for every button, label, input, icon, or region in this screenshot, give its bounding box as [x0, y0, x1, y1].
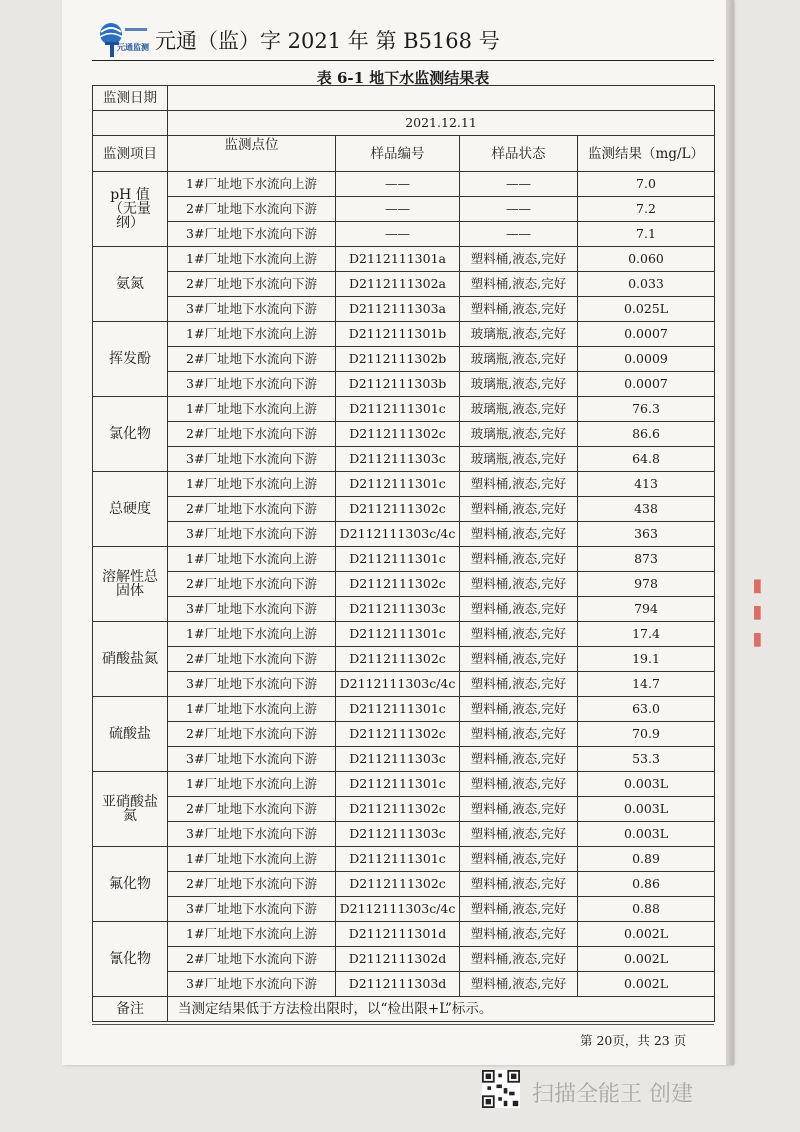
- page-edge-shadow: [726, 0, 734, 1065]
- sample-state: 塑料桶,液态,完好: [460, 872, 578, 897]
- result-value: 0.0009: [578, 347, 715, 372]
- sample-state: 塑料桶,液态,完好: [460, 747, 578, 772]
- sample-id: D2112111302c: [336, 872, 460, 897]
- table-row: [93, 972, 715, 997]
- result-value: 76.3: [578, 397, 715, 422]
- scanner-watermark: 扫描全能王 创建: [532, 1082, 693, 1107]
- table-row: [93, 347, 715, 372]
- monitoring-site: 2#厂址地下水流向下游: [168, 572, 336, 597]
- sample-id: D2112111302d: [336, 947, 460, 972]
- result-value: 363: [578, 522, 715, 547]
- monitoring-site: 3#厂址地下水流向下游: [168, 522, 336, 547]
- monitoring-site: 3#厂址地下水流向下游: [168, 447, 336, 472]
- table-row: [93, 822, 715, 847]
- monitoring-site: 2#厂址地下水流向下游: [168, 347, 336, 372]
- sample-id: D2112111301c: [336, 622, 460, 647]
- parameter-name: 亚硝酸盐氮: [93, 772, 168, 847]
- result-value: 86.6: [578, 422, 715, 447]
- sample-state: 塑料桶,液态,完好: [460, 597, 578, 622]
- sample-state: 塑料桶,液态,完好: [460, 922, 578, 947]
- monitoring-site: 2#厂址地下水流向下游: [168, 197, 336, 222]
- company-logo-icon: [95, 20, 151, 60]
- table-row: [93, 797, 715, 822]
- table-row: [93, 297, 715, 322]
- result-value: 873: [578, 547, 715, 572]
- sample-state: 塑料桶,液态,完好: [460, 572, 578, 597]
- date-label: 监测日期: [93, 86, 168, 111]
- column-header-sample-state: 样品状态: [460, 136, 578, 172]
- sample-state: 塑料桶,液态,完好: [460, 772, 578, 797]
- result-value: 0.002L: [578, 972, 715, 997]
- sample-id: D2112111301c: [336, 547, 460, 572]
- sample-id: D2112111303c: [336, 597, 460, 622]
- table-row: [93, 322, 715, 347]
- sample-state: 塑料桶,液态,完好: [460, 297, 578, 322]
- sample-id: D2112111303c/4c: [336, 897, 460, 922]
- table-row: [93, 922, 715, 947]
- sample-state: 塑料桶,液态,完好: [460, 797, 578, 822]
- table-row: [93, 897, 715, 922]
- sample-state: ——: [460, 222, 578, 247]
- monitoring-site: 1#厂址地下水流向上游: [168, 847, 336, 872]
- sample-state: 玻璃瓶,液态,完好: [460, 347, 578, 372]
- result-value: 0.060: [578, 247, 715, 272]
- table-row: [93, 622, 715, 647]
- table-row: [93, 397, 715, 422]
- sample-id: D2112111301c: [336, 847, 460, 872]
- result-value: 0.025L: [578, 297, 715, 322]
- monitoring-site: 1#厂址地下水流向上游: [168, 547, 336, 572]
- table-row: [93, 947, 715, 972]
- monitoring-site: 2#厂址地下水流向下游: [168, 497, 336, 522]
- sample-id: D2112111303c: [336, 447, 460, 472]
- note-label: 备注: [93, 997, 168, 1022]
- result-value: 0.002L: [578, 947, 715, 972]
- table-row: [93, 597, 715, 622]
- result-value: 0.0007: [578, 372, 715, 397]
- table-row: [93, 522, 715, 547]
- parameter-name: 溶解性总固体: [93, 547, 168, 622]
- table-row: [93, 647, 715, 672]
- sample-id: D2112111301c: [336, 772, 460, 797]
- parameter-name: 氰化物: [93, 922, 168, 997]
- sample-state: 玻璃瓶,液态,完好: [460, 322, 578, 347]
- sample-id: ——: [336, 172, 460, 197]
- monitoring-site: 3#厂址地下水流向下游: [168, 672, 336, 697]
- parameter-name: 氯化物: [93, 397, 168, 472]
- table-row: [93, 547, 715, 572]
- sample-id: D2112111303b: [336, 372, 460, 397]
- result-value: 0.033: [578, 272, 715, 297]
- table-row: [93, 722, 715, 747]
- monitoring-site: 1#厂址地下水流向上游: [168, 772, 336, 797]
- report-number: 元通（监）字 2021 年 第 B5168 号: [155, 29, 500, 53]
- monitoring-site: 1#厂址地下水流向上游: [168, 247, 336, 272]
- result-value: 64.8: [578, 447, 715, 472]
- monitoring-site: 1#厂址地下水流向上游: [168, 322, 336, 347]
- column-header-sample-id: 样品编号: [336, 136, 460, 172]
- table-row: [93, 497, 715, 522]
- sample-id: D2112111302c: [336, 797, 460, 822]
- sample-state: 塑料桶,液态,完好: [460, 647, 578, 672]
- result-value: 63.0: [578, 697, 715, 722]
- footer-divider: [92, 1024, 714, 1025]
- table-row: [93, 672, 715, 697]
- result-value: 53.3: [578, 747, 715, 772]
- monitoring-site: 1#厂址地下水流向上游: [168, 397, 336, 422]
- parameter-name: 硝酸盐氮: [93, 622, 168, 697]
- column-header-row: [93, 136, 715, 172]
- sample-id: D2112111301c: [336, 472, 460, 497]
- monitoring-site: 2#厂址地下水流向下游: [168, 947, 336, 972]
- monitoring-site: 3#厂址地下水流向下游: [168, 822, 336, 847]
- sample-id: D2112111303c/4c: [336, 672, 460, 697]
- table-row: [93, 472, 715, 497]
- result-value: 438: [578, 497, 715, 522]
- results-table-container: [92, 85, 714, 1022]
- monitoring-site: 1#厂址地下水流向上游: [168, 172, 336, 197]
- sample-state: 塑料桶,液态,完好: [460, 822, 578, 847]
- monitoring-site: 3#厂址地下水流向下游: [168, 597, 336, 622]
- parameter-name: 氟化物: [93, 847, 168, 922]
- sample-id: D2112111301a: [336, 247, 460, 272]
- parameter-name: 氨氮: [93, 247, 168, 322]
- table-row: [93, 747, 715, 772]
- result-value: 0.88: [578, 897, 715, 922]
- result-value: 7.0: [578, 172, 715, 197]
- monitoring-site: 3#厂址地下水流向下游: [168, 297, 336, 322]
- table-row: [93, 372, 715, 397]
- table-row: [93, 872, 715, 897]
- sample-state: 塑料桶,液态,完好: [460, 947, 578, 972]
- table-row: [93, 422, 715, 447]
- monitoring-site: 3#厂址地下水流向下游: [168, 897, 336, 922]
- sample-state: 塑料桶,液态,完好: [460, 622, 578, 647]
- result-value: 0.003L: [578, 797, 715, 822]
- monitoring-site: 3#厂址地下水流向下游: [168, 747, 336, 772]
- result-value: 14.7: [578, 672, 715, 697]
- sample-id: D2112111302c: [336, 572, 460, 597]
- monitoring-site: 1#厂址地下水流向上游: [168, 697, 336, 722]
- monitoring-site: 1#厂址地下水流向上游: [168, 622, 336, 647]
- sample-state: 玻璃瓶,液态,完好: [460, 422, 578, 447]
- note-row: [93, 997, 715, 1022]
- sample-state: 玻璃瓶,液态,完好: [460, 372, 578, 397]
- sample-state: 塑料桶,液态,完好: [460, 697, 578, 722]
- sample-state: 塑料桶,液态,完好: [460, 972, 578, 997]
- sample-id: ——: [336, 197, 460, 222]
- monitoring-site: 2#厂址地下水流向下游: [168, 722, 336, 747]
- monitoring-site: 3#厂址地下水流向下游: [168, 222, 336, 247]
- report-header: [95, 18, 715, 60]
- result-value: 70.9: [578, 722, 715, 747]
- sample-state: 玻璃瓶,液态,完好: [460, 397, 578, 422]
- table-row: [93, 572, 715, 597]
- table-row: [93, 847, 715, 872]
- red-stamp-fragment: ▮ ▮ ▮: [747, 575, 768, 650]
- sample-state: 玻璃瓶,液态,完好: [460, 447, 578, 472]
- result-value: 19.1: [578, 647, 715, 672]
- sample-id: D2112111303a: [336, 297, 460, 322]
- sample-id: D2112111302c: [336, 722, 460, 747]
- sample-id: D2112111302a: [336, 272, 460, 297]
- result-value: 0.002L: [578, 922, 715, 947]
- result-value: 0.86: [578, 872, 715, 897]
- sample-state: 塑料桶,液态,完好: [460, 272, 578, 297]
- parameter-name: 总硬度: [93, 472, 168, 547]
- monitoring-site: 2#厂址地下水流向下游: [168, 422, 336, 447]
- monitoring-site: 2#厂址地下水流向下游: [168, 647, 336, 672]
- result-value: 0.0007: [578, 322, 715, 347]
- table-row: [93, 222, 715, 247]
- date-value-row: [93, 111, 715, 136]
- monitoring-site: 1#厂址地下水流向上游: [168, 922, 336, 947]
- sample-id: ——: [336, 222, 460, 247]
- page-number: 第 20页，共 23 页: [580, 1033, 687, 1048]
- sample-id: D2112111301b: [336, 322, 460, 347]
- sample-id: D2112111301c: [336, 697, 460, 722]
- parameter-name: 硫酸盐: [93, 697, 168, 772]
- sample-id: D2112111303c: [336, 822, 460, 847]
- sample-state: ——: [460, 197, 578, 222]
- table-row: [93, 172, 715, 197]
- table-title: 表 6-1 地下水监测结果表: [316, 69, 490, 87]
- item-label: 监测项目: [93, 136, 168, 172]
- result-value: 0.003L: [578, 822, 715, 847]
- sample-id: D2112111303c: [336, 747, 460, 772]
- sample-id: D2112111302c: [336, 497, 460, 522]
- date-row: [93, 86, 715, 111]
- sample-state: 塑料桶,液态,完好: [460, 897, 578, 922]
- sample-id: D2112111301d: [336, 922, 460, 947]
- sample-state: 塑料桶,液态,完好: [460, 522, 578, 547]
- sample-id: D2112111303c/4c: [336, 522, 460, 547]
- result-value: 978: [578, 572, 715, 597]
- monitoring-site: 3#厂址地下水流向下游: [168, 972, 336, 997]
- sample-state: 塑料桶,液态,完好: [460, 497, 578, 522]
- result-value: 794: [578, 597, 715, 622]
- sample-state: 塑料桶,液态,完好: [460, 847, 578, 872]
- results-table: [92, 85, 715, 1022]
- table-row: [93, 272, 715, 297]
- result-value: 17.4: [578, 622, 715, 647]
- sample-state: 塑料桶,液态,完好: [460, 472, 578, 497]
- sample-state: 塑料桶,液态,完好: [460, 722, 578, 747]
- table-row: [93, 447, 715, 472]
- result-value: 7.2: [578, 197, 715, 222]
- sample-id: D2112111302c: [336, 647, 460, 672]
- sample-id: D2112111303d: [336, 972, 460, 997]
- column-header-site: 监测点位: [168, 136, 336, 172]
- sample-id: D2112111301c: [336, 397, 460, 422]
- monitoring-site: 2#厂址地下水流向下游: [168, 797, 336, 822]
- sample-state: 塑料桶,液态,完好: [460, 672, 578, 697]
- table-row: [93, 697, 715, 722]
- date-value: 2021.12.11: [168, 111, 715, 136]
- column-header-result: 监测结果（mg/L）: [578, 136, 715, 172]
- sample-id: D2112111302b: [336, 347, 460, 372]
- sample-state: ——: [460, 172, 578, 197]
- table-row: [93, 247, 715, 272]
- sample-id: D2112111302c: [336, 422, 460, 447]
- parameter-name: 挥发酚: [93, 322, 168, 397]
- result-value: 0.89: [578, 847, 715, 872]
- monitoring-site: 2#厂址地下水流向下游: [168, 272, 336, 297]
- qr-code-icon: [482, 1070, 520, 1108]
- sample-state: 塑料桶,液态,完好: [460, 247, 578, 272]
- table-row: [93, 197, 715, 222]
- result-value: 0.003L: [578, 772, 715, 797]
- monitoring-site: 1#厂址地下水流向上游: [168, 472, 336, 497]
- header-divider: [92, 60, 714, 61]
- monitoring-site: 2#厂址地下水流向下游: [168, 872, 336, 897]
- logo-text: 元通监测: [117, 43, 149, 52]
- parameter-name: pH 值（无量纲）: [93, 172, 168, 247]
- note-text: 当测定结果低于方法检出限时，以“检出限+L”标示。: [168, 997, 715, 1022]
- table-row: [93, 772, 715, 797]
- result-value: 413: [578, 472, 715, 497]
- sample-state: 塑料桶,液态,完好: [460, 547, 578, 572]
- monitoring-site: 3#厂址地下水流向下游: [168, 372, 336, 397]
- result-value: 7.1: [578, 222, 715, 247]
